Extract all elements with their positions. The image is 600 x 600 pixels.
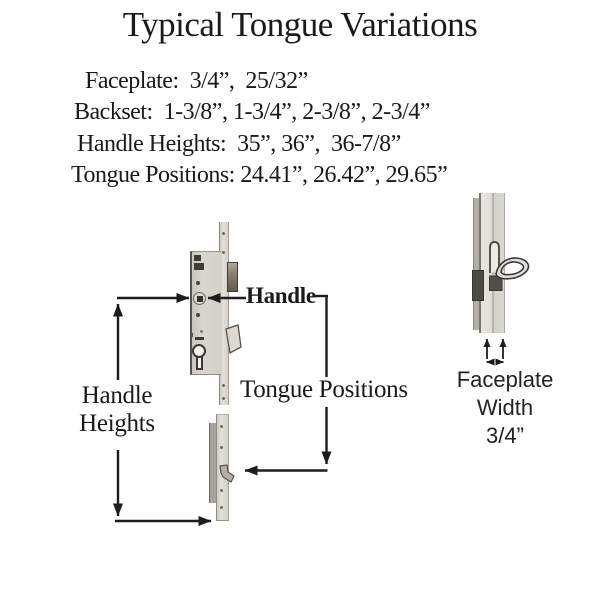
handle-heights-label-line1: Handle [81, 382, 153, 409]
spec-backset: Backset: 1-3/8”, 1-3/4”, 2-3/8”, 2-3/4” [74, 99, 430, 125]
screw-dot [220, 506, 223, 509]
spindle-square-hole [197, 296, 203, 302]
faceplate-width-label-line2: Width [476, 395, 534, 420]
top-locking-bolt [227, 262, 238, 292]
screw-dot [220, 489, 223, 492]
gearbox-screw [200, 330, 203, 333]
screw-dot [222, 384, 225, 387]
lower-faceplate-rod [216, 414, 229, 521]
screw-dot [222, 251, 225, 254]
faceplate-detail-case [472, 270, 484, 301]
handle-heights-label [68, 382, 166, 438]
gearbox-slot [194, 263, 204, 270]
faceplate-seam [492, 193, 494, 333]
gearbox-screw [196, 313, 200, 317]
screw-dot [220, 446, 223, 449]
gearbox-slot [194, 255, 201, 261]
gearbox-slot [195, 337, 204, 340]
spec-handle-heights: Handle Heights: 35”, 36”, 36-7/8” [77, 131, 401, 157]
handle-heights-label-line2: Heights [79, 410, 155, 437]
faceplate-detail-strip [479, 193, 505, 333]
page-title: Typical Tongue Variations [122, 5, 478, 44]
screw-dot [222, 397, 225, 400]
spec-faceplate: Faceplate: 3/4”, 25/32” [85, 68, 308, 94]
euro-cylinder-hole [192, 344, 206, 358]
faceplate-width-label [445, 366, 565, 450]
faceplate-width-label-line3: 3/4” [486, 423, 524, 448]
screw-dot [222, 232, 225, 235]
spec-tongue-positions: Tongue Positions: 24.41”, 26.42”, 29.65” [71, 162, 448, 188]
handle-callout-label: Handle [246, 283, 316, 308]
gearbox-screw [196, 281, 200, 285]
faceplate-width-label-line1: Faceplate [456, 367, 554, 392]
gearbox-mark [191, 333, 193, 337]
tongue-positions-label: Tongue Positions [240, 376, 408, 403]
screw-dot [220, 425, 223, 428]
